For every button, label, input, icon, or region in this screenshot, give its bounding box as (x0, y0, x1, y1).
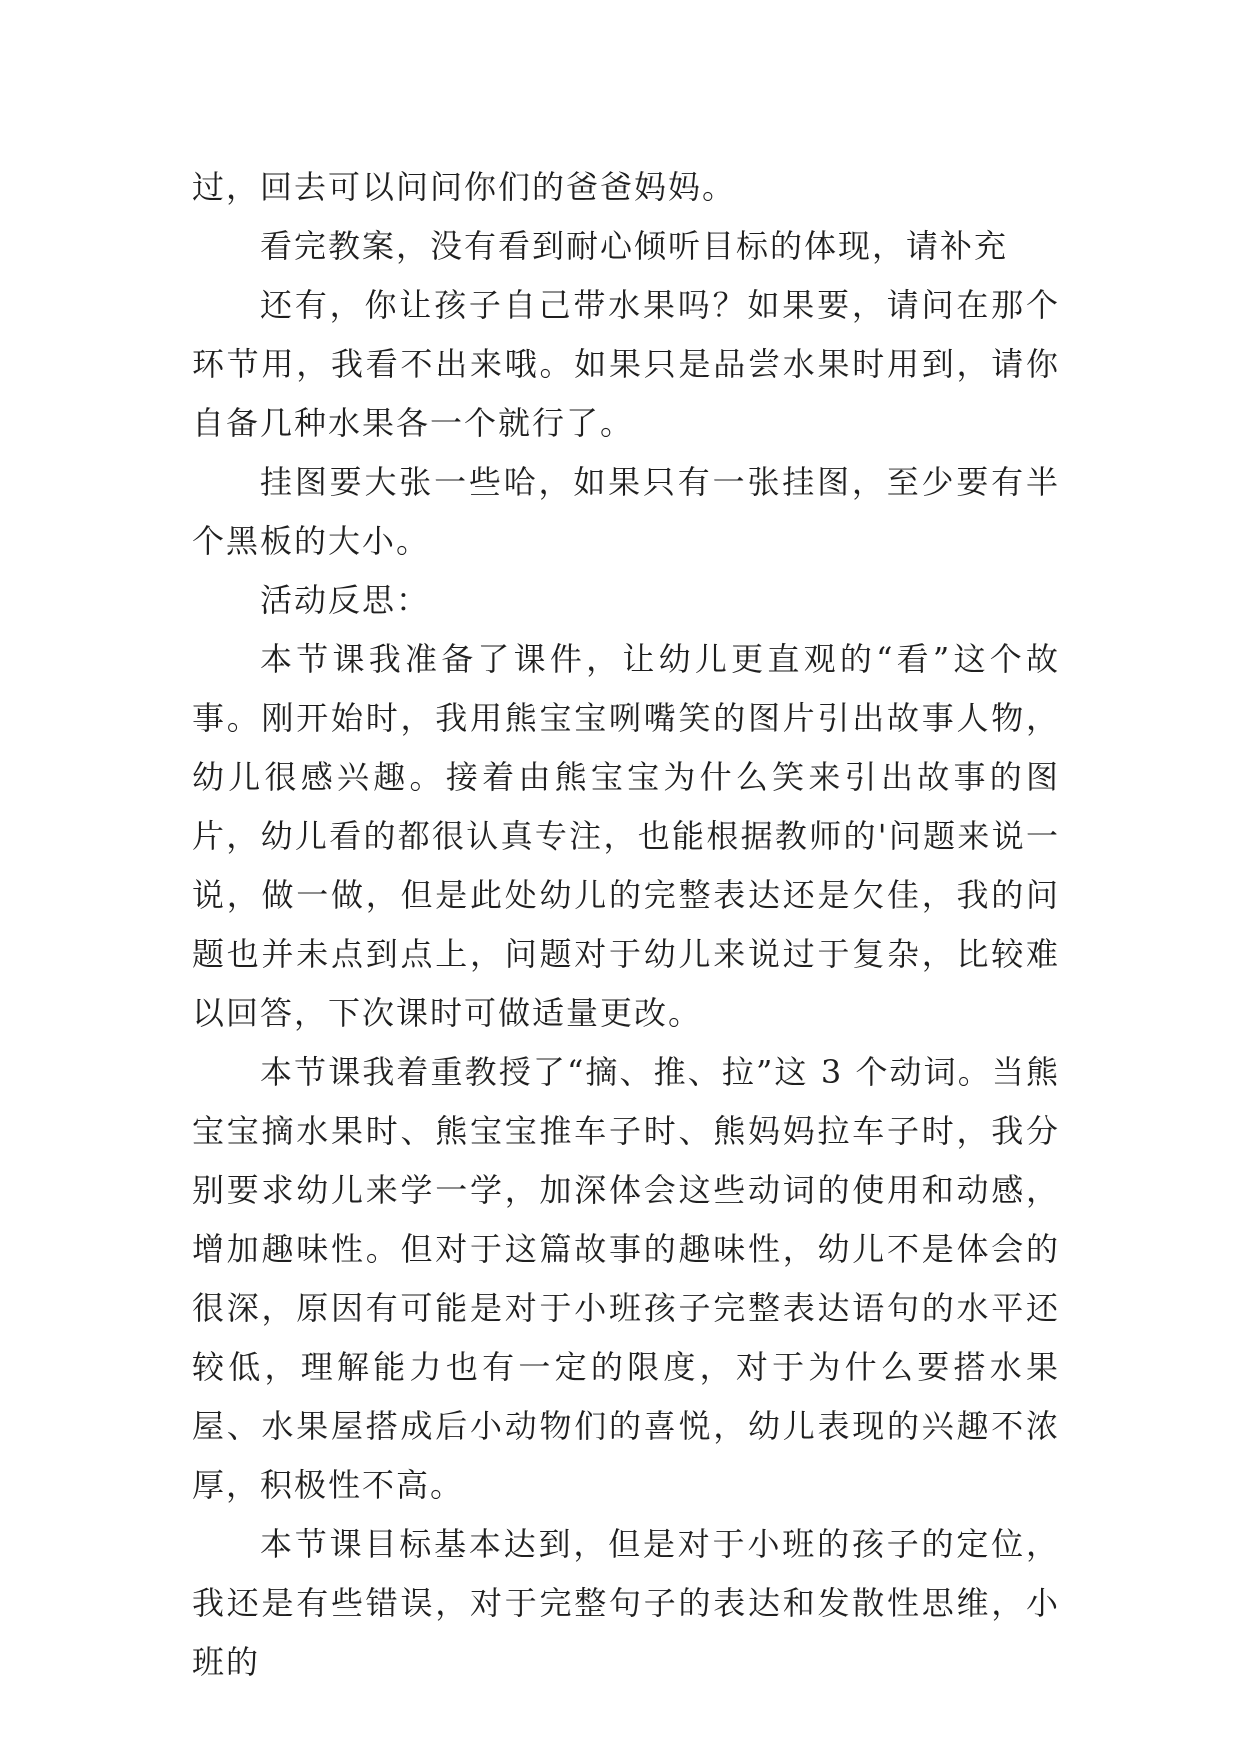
paragraph-reflection-verbs: 本节课我着重教授了“摘、推、拉”这 3 个动词。当熊宝宝摘水果时、熊宝宝推车子时、熊妈妈拉车子时，我分别要求幼儿来学一学，加深体会这些动词的使用和动感，增加趣味性。但对于这篇故事的趣味性，幼儿不是体会的很深，原因有可能是对于小班孩子完整表达语句的水平还较低，理解能力也有一定的限度，对于为什么要搭水果屋、水果屋搭成后小动物们的喜悦，幼儿表现的兴趣不浓厚，积极性不高。 (192, 1053, 1060, 1504)
paragraph-comment-wall-chart: 挂图要大张一些哈，如果只有一张挂图，至少要有半个黑板的大小。 (192, 463, 1060, 560)
paragraph-continuation: 过，回去可以问问你们的爸爸妈妈。 (192, 168, 737, 206)
document-body (192, 158, 1060, 1692)
paragraph-comment-fruit: 还有，你让孩子自己带水果吗？如果要，请问在那个环节用，我看不出来哦。如果只是品尝水果时用到，请你自备几种水果各一个就行了。 (192, 286, 1060, 442)
paragraph-reflection-goals: 本节课目标基本达到，但是对于小班的孩子的定位，我还是有些错误，对于完整句子的表达和发散性思维，小班的 (192, 1525, 1060, 1681)
section-heading-reflection: 活动反思： (260, 581, 431, 619)
paragraph-reflection-courseware: 本节课我准备了课件，让幼儿更直观的“看”这个故事。刚开始时，我用熊宝宝咧嘴笑的图片引出故事人物，幼儿很感兴趣。接着由熊宝宝为什么笑来引出故事的图片，幼儿看的都很认真专注，也能根据教师的'问题来说一说，做一做，但是此处幼儿的完整表达还是欠佳，我的问题也并未点到点上，问题对于幼儿来说过于复杂，比较难以回答，下次课时可做适量更改。 (192, 640, 1060, 1032)
paragraph-comment-listening-goal: 看完教案，没有看到耐心倾听目标的体现，请补充 (260, 227, 1009, 265)
